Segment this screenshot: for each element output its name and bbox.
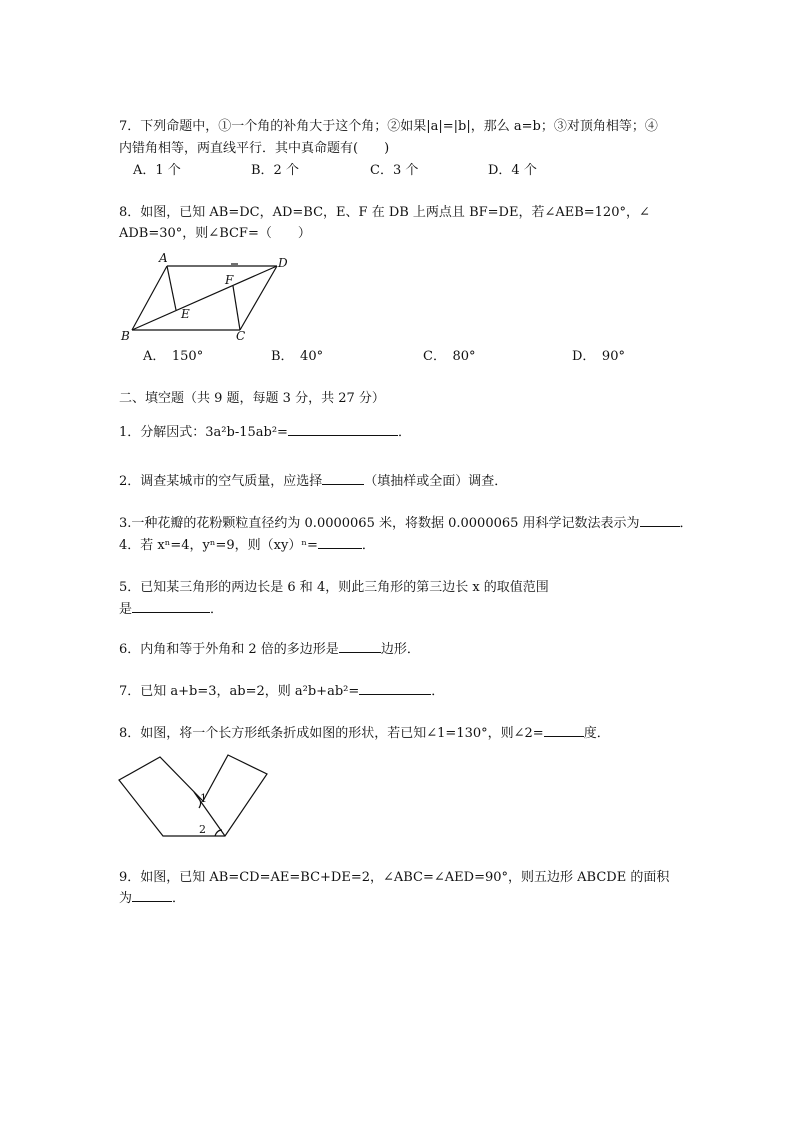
f2-answer-blank[interactable] — [322, 472, 364, 485]
q7-line1: 7．下列命题中，①一个角的补角大于这个角；②如果|a|=|b|，那么 a=b；③对顶角相等；④ — [119, 119, 658, 134]
f5-line1: 5．已知某三角形的两边长是 6 和 4，则此三角形的第三边长 x 的取值范围 — [119, 580, 549, 595]
fill-question-9 — [119, 889, 185, 909]
f6-suffix: 边形． — [380, 642, 420, 657]
f8-folded-strip-outline — [119, 755, 267, 836]
q8-segment-ab — [132, 266, 167, 330]
section2-heading: 二、填空题（共 9 题，每题 3 分，共 27 分） — [119, 391, 385, 406]
q7-option-c: C．3 个 — [370, 163, 419, 178]
q8-label-a: A — [159, 251, 168, 265]
f5-answer-blank[interactable] — [132, 600, 210, 613]
fill-question-2 — [119, 472, 507, 492]
f3-prefix: 3.一种花瓣的花粉颗粒直径约为 0.0000065 米，将数据 0.0000065 用科学记数法表示为 — [119, 516, 640, 531]
q7-option-b: B．2 个 — [251, 163, 299, 178]
fill-question-7 — [119, 682, 444, 702]
q8-segment-cf — [233, 286, 240, 330]
f1-answer-blank[interactable] — [288, 423, 398, 436]
q8-label-c: C — [236, 329, 246, 343]
f9-prefix: 为 — [119, 891, 133, 906]
f7-answer-blank[interactable] — [359, 682, 431, 695]
f9-suffix: ． — [172, 891, 186, 906]
q8-segment-bd — [132, 266, 277, 330]
f5-suffix: ． — [210, 602, 224, 617]
q8-label-f: F — [225, 273, 234, 287]
f1-suffix: ． — [397, 425, 411, 440]
q8-parallelogram-figure — [115, 250, 305, 345]
q7-option-d: D．4 个 — [488, 163, 537, 178]
q8-label-e: E — [181, 307, 190, 321]
f6-prefix: 6．内角和等于外角和 2 倍的多边形是 — [119, 642, 339, 657]
f5-prefix: 是 — [119, 602, 133, 617]
f8-prefix: 8．如图，将一个长方形纸条折成如图的形状，若已知∠1=130°，则∠2= — [119, 726, 544, 741]
fill-question-6 — [119, 640, 420, 660]
f2-prefix: 2．调查某城市的空气质量，应选择 — [119, 474, 323, 489]
q7-line2: 内错角相等，两直线平行．其中真命题有( ) — [119, 141, 390, 156]
q8-label-d: D — [278, 256, 288, 270]
f2-suffix: （填抽样或全面）调查． — [364, 474, 508, 489]
f8-label-angle1: 1 — [200, 792, 207, 805]
f3-suffix: ． — [679, 516, 693, 531]
f6-answer-blank[interactable] — [339, 640, 381, 653]
q8-option-a: A． 150° — [143, 349, 204, 364]
fill-question-4 — [119, 536, 375, 556]
q8-option-b: B． 40° — [271, 349, 324, 364]
q8-line2: ADB=30°，则∠BCF=（ ） — [119, 226, 311, 241]
fill-question-1 — [119, 423, 411, 443]
f3-answer-blank[interactable] — [640, 514, 680, 527]
fill-question-8 — [119, 724, 610, 744]
f7-suffix: ． — [431, 684, 445, 699]
f4-prefix: 4．若 xⁿ=4，yⁿ=9，则（xy）ⁿ= — [119, 538, 318, 553]
f9-line1: 9．如图，已知 AB=CD=AE=BC+DE=2，∠ABC=∠AED=90°，则五边形 ABCDE 的面积 — [119, 870, 670, 885]
fill-question-3 — [119, 514, 693, 534]
fill-question-5 — [119, 600, 223, 620]
f8-suffix: 度． — [583, 726, 610, 741]
f4-answer-blank[interactable] — [318, 536, 362, 549]
f9-answer-blank[interactable] — [132, 889, 172, 902]
q8-option-d: D． 90° — [572, 349, 625, 364]
f8-label-angle2: 2 — [199, 823, 206, 836]
f4-suffix: ． — [361, 538, 375, 553]
q8-line1: 8．如图，已知 AB=DC，AD=BC，E、F 在 DB 上两点且 BF=DE，若∠AEB=120°，∠ — [119, 205, 650, 220]
f7-prefix: 7．已知 a+b=3，ab=2，则 a²b+ab²= — [119, 684, 360, 699]
f1-prefix: 1．分解因式： — [119, 425, 206, 440]
f8-folded-strip-figure — [115, 752, 275, 844]
q7-option-a: A．1 个 — [133, 163, 181, 178]
q8-option-c: C． 80° — [423, 349, 476, 364]
q8-segment-dc — [240, 266, 277, 330]
q8-segment-ae — [167, 266, 176, 310]
f8-answer-blank[interactable] — [544, 724, 584, 737]
q8-label-b: B — [121, 329, 130, 343]
f1-expression: 3a²b-15ab²= — [205, 425, 288, 440]
